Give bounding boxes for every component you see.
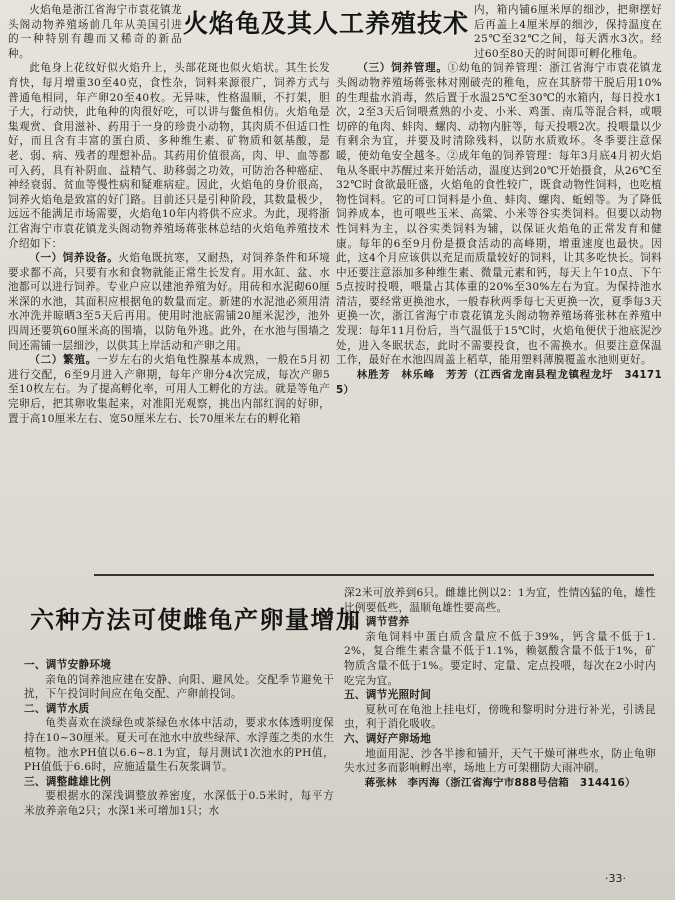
- section-1-heading: （一）饲养设备。: [29, 252, 119, 265]
- a2-section-3-heading: 三、调整雌雄比例: [24, 775, 112, 788]
- article-2-left-column: [24, 658, 334, 858]
- article-1-section-1: [8, 251, 330, 353]
- article-1-continuation: 内，箱内铺6厘米厚的细沙，把卵摆好后再盖上4厘米厚的细沙，保持温度在25℃至32℃之间，每天洒水3次。经过60至80天的时间即可孵化稚龟。: [474, 4, 662, 60]
- article-2-authors: 蒋张林 李丙海（浙江省海宁市888号信箱 314416）: [364, 776, 636, 789]
- section-3-text: ①幼龟的饲养管理：浙江省海宁市袁花镇龙头阁动物养殖场蒋张林对刚破壳的稚龟，应在其脐带干脱后用10%的生理盐水消毒，然后置于水温25℃至30℃的水箱内，每日投水1次，2至3天后饲喂煮熟的小麦、小米、鸡蛋、南瓜等混合料，或喂切碎的龟肉、蚌肉、螺肉、动物内脏等，每天投喂2次。投喂量以少有剩余为宜，并要及时清除残料，以防水质败坏。冬季要注意保暖，使幼龟安全越冬。②成年龟的饲养管理：每年3月底4月初火焰龟从冬眠中苏醒过来开始活动，温度达到20℃开始摄食，从26℃至32℃时食欲最旺盛，火焰龟的食性较广，既食动物性饲料，也吃植物性饲料。它的可口饲料是小鱼、蚌肉、螺肉、蚯蚓等。为了降低饲养成本，也可喂些玉米、高粱、小米等谷实类饲料。但要以动物性饲料为主，以谷实类饲料为辅，以保证火焰龟的正常发育和健康。每年的6至9月份是摄食活动的高峰期，增重速度也最快。因此，这4个月应该供以充足而质量较好的饲料，让其多吃快长。饲料中还要注意添加多种维生素、微量元素和钙，每天上午10点、下午5点按时投喂，喂量占其体重的20%至30%左右为宜。为保持池水清洁，要经常更换池水，一般春秋两季每七天更换一次，夏季每3天更换一次，浙江省海宁市袁花镇龙头阁动物养殖场蒋张林在养殖中发现：每年11月份后，当气温低于15℃时，火焰龟便伏于池底泥沙处，进入冬眠状态，此时不需要投食，也不需换水。但要注意保温工作，最好在水池四周盖上稻草，能用塑料薄膜覆盖水池则更好。: [336, 62, 662, 367]
- article-1-intro-lead: 火焰龟是浙江省海宁市袁花镇龙头阁动物养殖场前几年从美国引进的一种特别有趣而又稀奇的新品种。: [8, 4, 182, 60]
- article-1-authors: 林胜芳 林乐峰 芳芳（江西省龙南县程龙镇程龙圩 341715）: [336, 368, 662, 396]
- a2-section-5-heading: 五、调节光照时间: [344, 689, 432, 702]
- a2-section-5-text: 夏秋可在龟池上挂电灯，傍晚和黎明时分进行补光，引诱昆虫，利于消化吸收。: [344, 703, 656, 731]
- article-1-intro-body: 此龟身上花纹好似火焰升上，头部花斑也似火焰状。其生长发育快，每月增重30至40克，食性杂，饲料来源很广，饲养方式与普通龟相同，年产卵20至40枚。无异味，性格温顺，不打架，胆子大，行动快，此龟种的肉很好吃，可以讲与鳖鱼相仿。火焰龟是集观赏、食用滋补、药用于一身的珍贵小动物，其肉质不但适口性好，而且含有丰富的蛋白质、多种维生素、矿物质和氨基酸，是老、弱、病、残者的理想补品。其药用价值很高，肉、甲、血等都可入药，具有补阴血、益精气、助移弱之功效，可防治各种癌症、神经衰弱、贫血等慢性病和疑难病症。因此，火焰龟的身价很高，饲养火焰龟是致富的好门路。目前还只是引种阶段，其数量极少，远远不能满足市场需要，火焰龟10年内将供不应求。为此，现将浙江省海宁市袁花镇龙头阁动物养殖场蒋张林总结的火焰龟养殖技术介绍如下：: [8, 62, 330, 250]
- article-1-left-column: [8, 3, 330, 566]
- a2-continuation: 深2米可放养到6只。雌雄比例以2：1为宜，性情凶猛的龟，雄性比例要低些，温顺龟雄性要高些。: [344, 587, 656, 614]
- article-2-right-column: [344, 586, 656, 868]
- a2-section-2-text: 龟类喜欢在淡绿色或茶绿色水体中活动，要求水体透明度保持在10~30厘米。夏天可在池水中放些绿萍、水浮莲之类的水生植物。池水PH值以6.6~8.1为宜，每月测试1次池水的PH值，PH值低于6.6时，应施适量生石灰浆调节。: [24, 717, 334, 774]
- a2-section-1-text: 亲龟的饲养池应建在安静、向阳、避风处。交配季节避免干扰，下午投饲时间应在龟交配、产卵前投饲。: [24, 673, 334, 701]
- section-2-heading: （二）繁殖。: [29, 354, 97, 367]
- a2-section-1-heading: 一、调节安静环境: [24, 659, 112, 671]
- article-2-title: 六种方法可使雌龟产卵量增加: [30, 606, 362, 634]
- article-divider: [94, 574, 654, 576]
- a2-section-4-text: 亲龟饲料中蛋白质含量应不低于39%，钙含量不低于1.2%，复合维生素含量不低于1.1%，赖氨酸含量不低于1%，矿物质含量不低于1%。要定时、定量、定点投喂，每次在2小时内吃完为宜。: [344, 630, 656, 687]
- section-3-heading: （三）饲养管理。: [357, 62, 448, 75]
- a2-section-3-text: 要根据水的深浅调整放养密度，水深低于0.5米时，每平方米放养亲龟2只；水深1米可增加1只；水: [24, 790, 334, 817]
- article-1-title: 火焰龟及其人工养殖技术: [183, 9, 470, 38]
- section-2-text: 一岁左右的火焰龟性腺基本成熟，一般在5月初进行交配，6至9月进入产卵期，每年产卵分4次完成，每次产卵5至10枚左右。为了提高孵化率，可用人工孵化的方法。就是等龟产完卵后，把其卵收集起来，对准阳光观察，挑出内部红润的好卵，置于高10厘米左右、宽50厘米左右、长70厘米左右的孵化箱: [8, 354, 330, 425]
- a2-section-2-heading: 二、调节水质: [24, 702, 90, 715]
- a2-section-6-heading: 六、调好产卵场地: [344, 732, 432, 745]
- article-1-section-3: [336, 61, 662, 367]
- a2-section-4-heading: 四、调节营养: [344, 616, 410, 629]
- article-1-right-column: [336, 3, 662, 566]
- section-1-text: 火焰龟既抗寒，又耐热，对饲养条件和环境要求都不高，只要有水和食物就能正常生长发育。用水缸、盆、水池都可以进行饲养。专业户应以建池养殖为好。用砖和水泥砌60厘米深的水池，其面积应根据龟的数量而定。新建的水泥池必须用清水冲洗并晾晒3至5天后再用。使用时池底需铺20厘米泥沙，池外四周还要筑60厘米高的围墙，以防龟外逃。此外，在水池与围墙之间还需铺一层细沙，以供其上岸活动和产卵之用。: [8, 252, 330, 352]
- page-number: ·33·: [605, 872, 626, 885]
- article-1-section-2: [8, 353, 330, 426]
- a2-section-6-text: 地面用泥、沙各半掺和铺开，天气干燥可淋些水，防止龟卵失水过多而影响孵出率，场地上方可架棚防大雨冲刷。: [344, 747, 656, 775]
